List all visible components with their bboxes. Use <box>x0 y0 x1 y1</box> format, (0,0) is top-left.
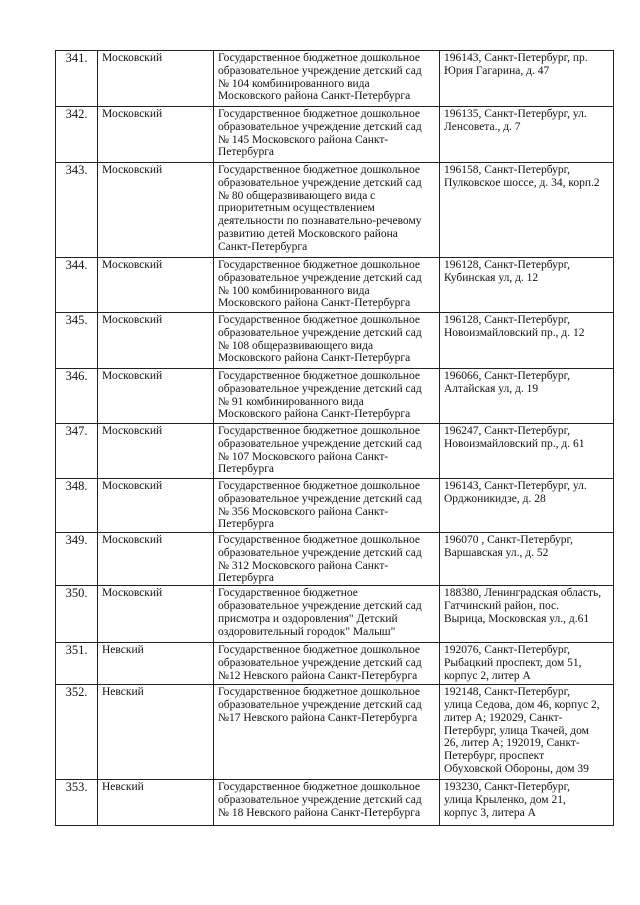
table-row <box>56 313 614 369</box>
row-number: 349. <box>56 533 98 586</box>
address-cell: 196143, Санкт-Петербург, пр. Юрия Гагарина, д. 47 <box>440 51 614 107</box>
table-row <box>56 685 614 780</box>
table-row <box>56 107 614 163</box>
district-cell: Московский <box>98 163 214 258</box>
address-cell: 192148, Санкт-Петербург, улица Седова, дом 46, корпус 2, литер А; 192029, Санкт- Петербург, улица Ткачей, дом 26, литер А; 192019, Санкт- Петербург, проспект Обуховской Обороны, дом 39 <box>440 685 614 780</box>
district-cell: Московский <box>98 479 214 533</box>
district-cell: Московский <box>98 586 214 643</box>
table-row <box>56 51 614 107</box>
row-number: 345. <box>56 313 98 369</box>
table-row <box>56 479 614 533</box>
institution-name-cell: Государственное бюджетное дошкольное образовательное учреждение детский сад № 356 Московского района Санкт- Петербурга <box>214 479 440 533</box>
district-cell: Невский <box>98 643 214 685</box>
row-number: 348. <box>56 479 98 533</box>
institution-name-cell: Государственное бюджетное дошкольное образовательное учреждение детский сад № 104 комбинированного вида Московского района Санкт-Петербурга <box>214 51 440 107</box>
address-cell: 196128, Санкт-Петербург, Новоизмайловский пр., д. 12 <box>440 313 614 369</box>
table-row <box>56 586 614 643</box>
row-number: 341. <box>56 51 98 107</box>
institution-name-cell: Государственное бюджетное дошкольное образовательное учреждение детский сад № 107 Московского района Санкт- Петербурга <box>214 424 440 479</box>
row-number: 346. <box>56 369 98 424</box>
row-number: 342. <box>56 107 98 163</box>
institution-name-cell: Государственное бюджетное дошкольное образовательное учреждение детский сад № 312 Московского района Санкт- Петербурга <box>214 533 440 586</box>
institution-name-cell: Государственное бюджетное дошкольное образовательное учреждение детский сад № 80 общеразвивающего вида с приоритетным осуществлением деятельности по познавательно-речевому развитию детей Московского района Санкт-Петербурга <box>214 163 440 258</box>
institution-name-cell: Государственное бюджетное дошкольное образовательное учреждение детский сад № 145 Московского района Санкт- Петербурга <box>214 107 440 163</box>
institution-name-cell: Государственное бюджетное дошкольное образовательное учреждение детский сад № 108 общеразвивающего вида Московского района Санкт-Петербурга <box>214 313 440 369</box>
district-cell: Московский <box>98 107 214 163</box>
table-row <box>56 163 614 258</box>
table-row <box>56 424 614 479</box>
registry-table <box>55 50 614 826</box>
registry-rows <box>56 51 614 826</box>
district-cell: Московский <box>98 533 214 586</box>
row-number: 347. <box>56 424 98 479</box>
district-cell: Невский <box>98 780 214 826</box>
address-cell: 196143, Санкт-Петербург, ул. Орджоникидзе, д. 28 <box>440 479 614 533</box>
row-number: 343. <box>56 163 98 258</box>
institution-name-cell: Государственное бюджетное дошкольное образовательное учреждение детский сад № 100 комбинированного вида Московского района Санкт-Петербурга <box>214 258 440 313</box>
district-cell: Московский <box>98 369 214 424</box>
row-number: 352. <box>56 685 98 780</box>
institution-name-cell: Государственное бюджетное образовательное учреждение детский сад присмотра и оздоровления" Детский оздоровительный городок" Малыш" <box>214 586 440 643</box>
district-cell: Московский <box>98 424 214 479</box>
table-row <box>56 258 614 313</box>
address-cell: 196128, Санкт-Петербург, Кубинская ул, д. 12 <box>440 258 614 313</box>
district-cell: Невский <box>98 685 214 780</box>
row-number: 351. <box>56 643 98 685</box>
institution-name-cell: Государственное бюджетное дошкольное образовательное учреждение детский сад №12 Невского района Санкт-Петербурга <box>214 643 440 685</box>
table-row <box>56 369 614 424</box>
district-cell: Московский <box>98 313 214 369</box>
address-cell: 196066, Санкт-Петербург, Алтайская ул, д. 19 <box>440 369 614 424</box>
address-cell: 196135, Санкт-Петербург, ул. Ленсовета., д. 7 <box>440 107 614 163</box>
row-number: 350. <box>56 586 98 643</box>
address-cell: 193230, Санкт-Петербург, улица Крыленко, дом 21, корпус 3, литера А <box>440 780 614 826</box>
address-cell: 188380, Ленинградская область, Гатчинский район, пос. Вырица, Московская ул., д.61 <box>440 586 614 643</box>
row-number: 344. <box>56 258 98 313</box>
address-cell: 192076, Санкт-Петербург, Рыбацкий проспект, дом 51, корпус 2, литер А <box>440 643 614 685</box>
table-row <box>56 780 614 826</box>
address-cell: 196247, Санкт-Петербург, Новоизмайловский пр., д. 61 <box>440 424 614 479</box>
district-cell: Московский <box>98 258 214 313</box>
table-row <box>56 533 614 586</box>
institution-name-cell: Государственное бюджетное дошкольное образовательное учреждение детский сад № 18 Невского района Санкт-Петербурга <box>214 780 440 826</box>
row-number: 353. <box>56 780 98 826</box>
institution-name-cell: Государственное бюджетное дошкольное образовательное учреждение детский сад № 91 комбинированного вида Московского района Санкт-Петербурга <box>214 369 440 424</box>
address-cell: 196158, Санкт-Петербург, Пулковское шоссе, д. 34, корп.2 <box>440 163 614 258</box>
address-cell: 196070 , Санкт-Петербург, Варшавская ул., д. 52 <box>440 533 614 586</box>
district-cell: Московский <box>98 51 214 107</box>
table-row <box>56 643 614 685</box>
institution-name-cell: Государственное бюджетное дошкольное образовательное учреждение детский сад №17 Невского района Санкт-Петербурга <box>214 685 440 780</box>
